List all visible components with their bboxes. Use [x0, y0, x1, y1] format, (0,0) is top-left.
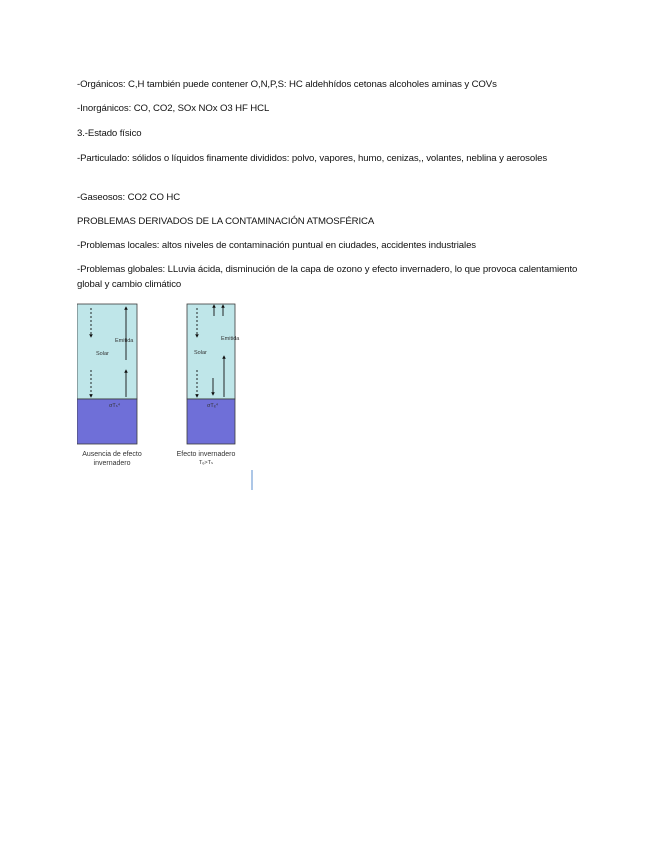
- left-emitted-label: Emitida: [115, 338, 134, 344]
- paragraph-inorganicos: -Inorgánicos: CO, CO2, SOx NOx O3 HF HCL: [77, 103, 270, 114]
- right-caption-line1: Efecto invernadero: [176, 451, 236, 458]
- left-ground: [77, 399, 137, 444]
- paragraph-organicos: -Orgánicos: C,H también puede contener O,N,P,S: HC aldehhídos cetonas alcoholes aminas y COVs: [77, 79, 497, 90]
- paragraph-problemas-locales: -Problemas locales: altos niveles de contaminación puntual en ciudades, accidentes industriales: [77, 240, 477, 251]
- paragraph-problemas-globales: -Problemas globales: LLuvia ácida, disminución de la capa de ozono y efecto invernadero, lo que provoca calentamiento global y cambio climático: [77, 264, 578, 290]
- left-solar-label: Solar: [96, 351, 109, 357]
- right-solar-label: Solar: [194, 350, 207, 356]
- left-temperature-label: σTₛ⁴: [109, 403, 121, 409]
- right-temperature-label: σTₑ⁴: [207, 403, 219, 409]
- right-emitted-label: Emitida: [221, 336, 240, 342]
- greenhouse-effect-figure: [77, 300, 257, 492]
- paragraph-estado-fisico: 3.-Estado físico: [77, 128, 142, 139]
- section-heading-problemas: PROBLEMAS DERIVADOS DE LA CONTAMINACIÓN ATMOSFÉRICA: [77, 216, 375, 227]
- right-caption-line2: Tₑ>Tₛ: [198, 460, 214, 466]
- paragraph-gaseosos: -Gaseosos: CO2 CO HC: [77, 192, 181, 203]
- left-caption-line2: invernadero: [93, 460, 131, 467]
- paragraph-particulado: -Particulado: sólidos o líquidos finamente divididos: polvo, vapores, humo, cenizas,, volantes, neblina y aerosoles: [77, 153, 548, 164]
- left-caption-line1: Ausencia de efecto: [82, 451, 142, 458]
- right-figure-caption: [161, 450, 251, 468]
- left-figure-caption: [67, 450, 157, 468]
